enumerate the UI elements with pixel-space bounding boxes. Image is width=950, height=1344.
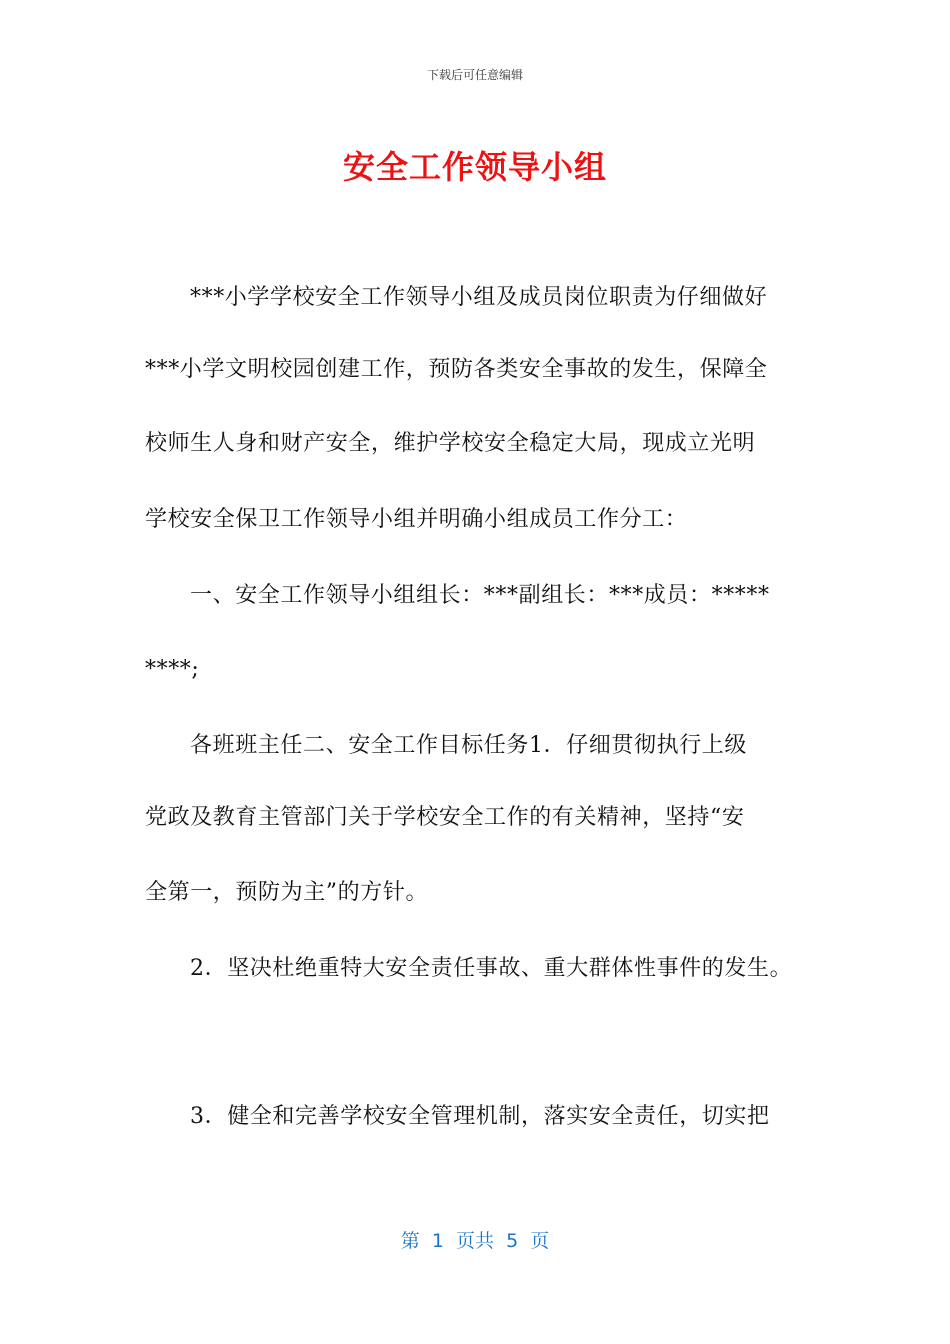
paragraph-line: ***小学学校安全工作领导小组及成员岗位职责为仔细做好 xyxy=(190,285,768,310)
paragraph-line: 党政及教育主管部门关于学校安全工作的有关精神，坚持“安 xyxy=(145,805,745,830)
document-title: 安全工作领导小组 xyxy=(342,148,607,186)
paragraph-line: ***小学文明校园创建工作，预防各类安全事故的发生，保障全 xyxy=(145,357,768,382)
paragraph-line: 2．坚决杜绝重特大安全责任事故、重大群体性事件的发生。 xyxy=(190,956,793,981)
paragraph-line: ****; xyxy=(145,657,200,682)
paragraph-line: 3．健全和完善学校安全管理机制，落实安全责任，切实把 xyxy=(190,1104,770,1129)
paragraph-line: 各班班主任二、安全工作目标任务1．仔细贯彻执行上级 xyxy=(190,733,747,758)
paragraph-line: 一、安全工作领导小组组长：***副组长：***成员：***** xyxy=(190,583,770,608)
paragraph-line: 全第一，预防为主”的方针。 xyxy=(145,880,429,905)
paragraph-line: 校师生人身和财产安全，维护学校安全稳定大局，现成立光明 xyxy=(145,431,756,456)
header-note: 下载后可任意编辑 xyxy=(426,68,523,82)
paragraph-line: 学校安全保卫工作领导小组并明确小组成员工作分工： xyxy=(145,507,688,532)
page-footer: 第 1 页共 5 页 xyxy=(400,1230,550,1252)
